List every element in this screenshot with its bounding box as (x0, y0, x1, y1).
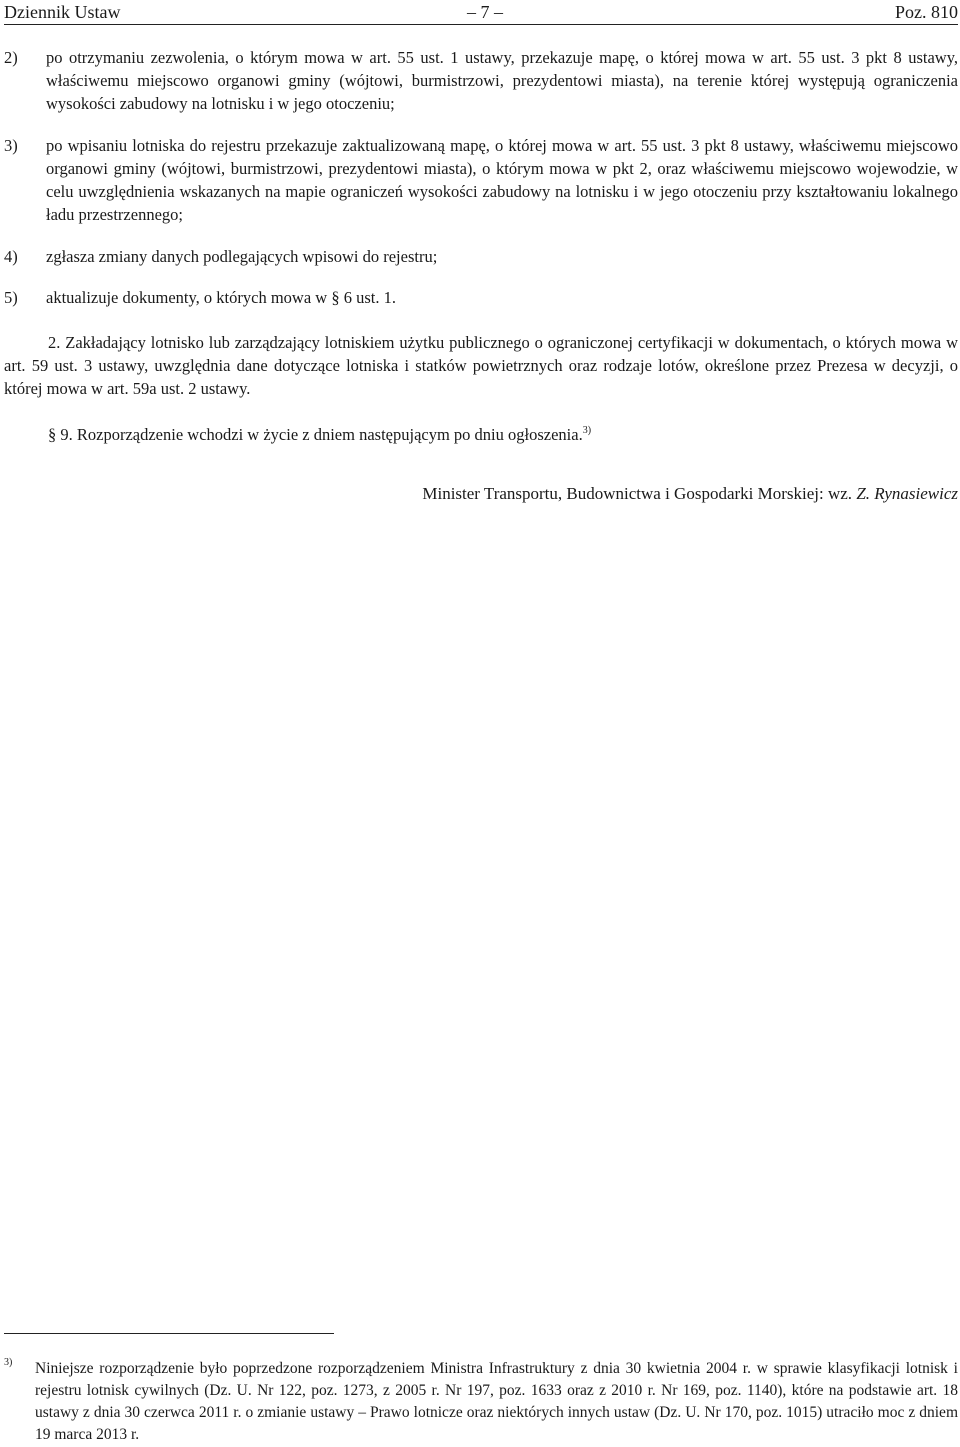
signature-name: Z. Rynasiewicz (856, 484, 958, 503)
list-item (4, 134, 958, 226)
list-item-text: zgłasza zmiany danych podlegających wpisowi do rejestru; (46, 247, 438, 266)
list-item-number: 3) (4, 136, 18, 155)
footnote-mark: 3) (4, 1357, 13, 1368)
list-item (4, 286, 958, 309)
footnote-text: Niniejsze rozporządzenie było poprzedzone rozporządzeniem Ministra Infrastruktury z dnia 30 kwietnia 2004 r. w sprawie klasyfikacji lotnisk i rejestru lotnisk cywilnych (Dz. U. Nr 122, poz. 1273, z 2005 r. Nr 197, poz. 1633 oraz z 2010 r. Nr 169, poz. 1140), które na podstawie art. 18 ustawy z dnia 30 czerwca 2011 r. o zmianie ustawy – Prawo lotnicze oraz niektórych innych ustaw (Dz. U. Nr 170, poz. 1015) utraciło moc z dniem 19 marca 2013 r. (35, 1360, 958, 1443)
footnote (4, 1358, 958, 1446)
signature-block (422, 482, 958, 505)
footnote-divider (4, 1333, 334, 1334)
paragraph-2: 2. Zakładający lotnisko lub zarządzający lotniskiem użytku publicznego o ograniczonej certyfikacji w dokumentach, o których mowa w art. 59 ust. 3 ustawy, uwzględnia dane dotyczące lotniska i statków powietrznych oraz rodzaje lotów, określone przez Prezesa w decyzji, o której mowa w art. 59a ust. 2 ustawy. (4, 333, 958, 398)
journal-title: Dziennik Ustaw (4, 2, 121, 22)
position-number: Poz. 810 (895, 2, 958, 22)
page-number: – 7 – (467, 2, 503, 22)
list-item-text: aktualizuje dokumenty, o których mowa w § 6 ust. 1. (46, 288, 396, 307)
signature-role: Minister Transportu, Budownictwa i Gospodarki Morskiej: wz. (422, 484, 853, 503)
list-item-number: 2) (4, 48, 18, 67)
list-item (4, 245, 958, 268)
footnote-reference[interactable]: 3) (582, 425, 592, 436)
list-item-text: po wpisaniu lotniska do rejestru przekazuje zaktualizowaną mapę, o której mowa w art. 55 ust. 3 pkt 8 ustawy, właściwemu miejscowo organowi gminy (wójtowi, burmistrzowi, prezydentowi miasta), o którym mowa w pkt 2, oraz właściwemu miejscowo wojewodzie, w celu uwzględnienia wskazanych na mapie ograniczeń wysokości zabudowy na lotnisku i w jego otoczeniu przy kształtowaniu lokalnego ładu przestrzennego; (46, 136, 958, 224)
page-header (4, 0, 958, 25)
list-item-number: 5) (4, 288, 18, 307)
list-item-number: 4) (4, 247, 18, 266)
paragraph-9 (48, 423, 948, 446)
list-item (4, 46, 958, 115)
paragraph-9-text: § 9. Rozporządzenie wchodzi w życie z dniem następującym po dniu ogłoszenia. (48, 425, 583, 444)
list-item-text: po otrzymaniu zezwolenia, o którym mowa w art. 55 ust. 1 ustawy, przekazuje mapę, o której mowa w art. 55 ust. 3 pkt 8 ustawy, właściwemu miejscowo organowi gminy (wójtowi, burmistrzowi, prezydentowi miasta), na terenie której występują ograniczenia wysokości zabudowy na lotnisku i w jego otoczeniu; (46, 48, 958, 113)
